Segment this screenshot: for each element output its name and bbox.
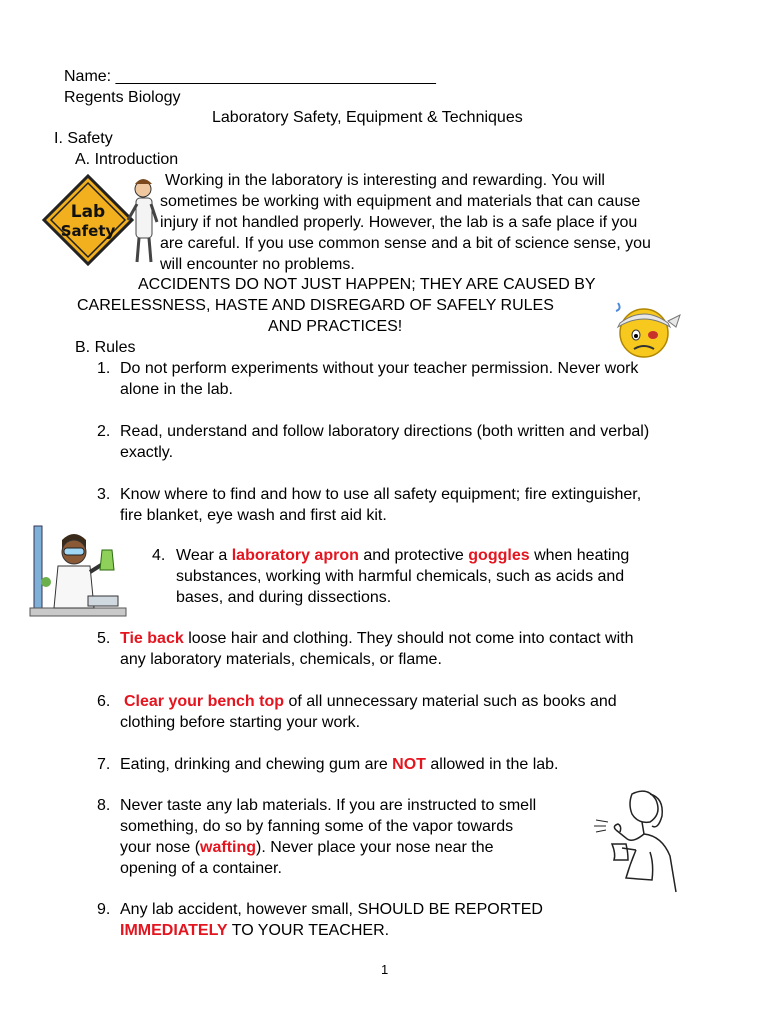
intro-line: will encounter no problems.: [160, 256, 355, 273]
emphasis-laboratory-apron: laboratory apron: [231, 547, 359, 564]
injured-face-emoji: [612, 297, 682, 361]
rule-number: 4.: [152, 547, 166, 564]
rule-text: something, do so by fanning some of the vapor towards: [120, 818, 514, 835]
rule-text: [124, 692, 617, 712]
rule-number: 5.: [97, 630, 111, 647]
rule-text: bases, and during dissections.: [176, 589, 392, 606]
course-name: Regents Biology: [64, 89, 181, 106]
rule-text-segment: Wear a: [176, 547, 232, 564]
rule-text-segment: TO YOUR TEACHER.: [227, 922, 390, 939]
intro-line: are careful. If you use common sense and a bit of science sense, you: [160, 235, 651, 252]
rule-text: Never taste any lab materials. If you are instructed to smell: [120, 797, 537, 814]
sign-text-lab: Lab: [70, 202, 106, 222]
rule-text: fire blanket, eye wash and first aid kit.: [120, 507, 387, 524]
emphasis-tie-back: Tie back: [120, 630, 184, 647]
lab-safety-sign-illustration: [40, 172, 160, 272]
wafting-woman-illustration: [592, 786, 682, 896]
page-title: Laboratory Safety, Equipment & Techniques: [212, 109, 523, 126]
rule-number: 9.: [97, 901, 111, 918]
rule-text: Read, understand and follow laboratory directions (both written and verbal): [120, 423, 650, 440]
intro-line: injury if not handled properly. However, the lab is a safe place if you: [160, 214, 638, 231]
rule-number: 2.: [97, 423, 111, 440]
subheading-introduction: A. Introduction: [75, 151, 179, 168]
rule-text-segment: loose hair and clothing. They should not come into contact with: [183, 630, 634, 647]
rule-text-segment: and protective: [358, 547, 469, 564]
rule-text: opening of a container.: [120, 860, 282, 877]
rule-text: Know where to find and how to use all safety equipment; fire extinguisher,: [120, 486, 642, 503]
rule-number: 8.: [97, 797, 111, 814]
rule-text-segment: your nose (: [120, 839, 201, 856]
emphasis-not: NOT: [392, 756, 426, 773]
emphasis-wafting: wafting: [200, 839, 257, 856]
rule-text: Do not perform experiments without your teacher permission. Never work: [120, 360, 639, 377]
intro-line: sometimes be working with equipment and materials that can cause: [160, 193, 641, 210]
scientist-with-goggles-illustration: [28, 522, 128, 618]
rule-text-segment: allowed in the lab.: [425, 756, 559, 773]
warning-line: AND PRACTICES!: [268, 318, 403, 335]
emphasis-clear-bench-top: Clear your bench top: [124, 693, 285, 710]
rule-text: [120, 755, 558, 775]
rule-text: substances, working with harmful chemicals, such as acids and: [176, 568, 625, 585]
rule-text: [120, 838, 494, 858]
rule-text-segment: Eating, drinking and chewing gum are: [120, 756, 393, 773]
emphasis-immediately: IMMEDIATELY: [120, 922, 228, 939]
rule-number: 1.: [97, 360, 111, 377]
rule-text: alone in the lab.: [120, 381, 233, 398]
rule-text: [120, 629, 634, 649]
emphasis-goggles: goggles: [468, 547, 530, 564]
rule-text-segment: ). Never place your nose near the: [256, 839, 494, 856]
rule-number: 7.: [97, 756, 111, 773]
rule-text: [120, 921, 389, 941]
warning-line: ACCIDENTS DO NOT JUST HAPPEN; THEY ARE CAUSED BY: [138, 276, 596, 293]
rule-number: 3.: [97, 486, 111, 503]
rule-number: 6.: [97, 693, 111, 710]
name-field-label: Name: ____________________________________: [64, 68, 436, 85]
rule-text: exactly.: [120, 444, 174, 461]
intro-line: Working in the laboratory is interesting and rewarding. You will: [165, 172, 605, 189]
rule-text-segment: when heating: [529, 547, 630, 564]
rule-text: clothing before starting your work.: [120, 714, 361, 731]
rule-text: Any lab accident, however small, SHOULD BE REPORTED: [120, 901, 543, 918]
rule-text: any laboratory materials, chemicals, or flame.: [120, 651, 442, 668]
warning-line: CARELESSNESS, HASTE AND DISREGARD OF SAFELY RULES: [77, 297, 554, 314]
subheading-rules: B. Rules: [75, 339, 136, 356]
section-heading-safety: I. Safety: [54, 130, 113, 147]
rule-text-segment: of all unnecessary material such as books and: [284, 693, 617, 710]
rule-text: [176, 546, 629, 566]
sign-text-safety: Safety: [60, 222, 116, 240]
page-number: 1: [381, 962, 389, 977]
